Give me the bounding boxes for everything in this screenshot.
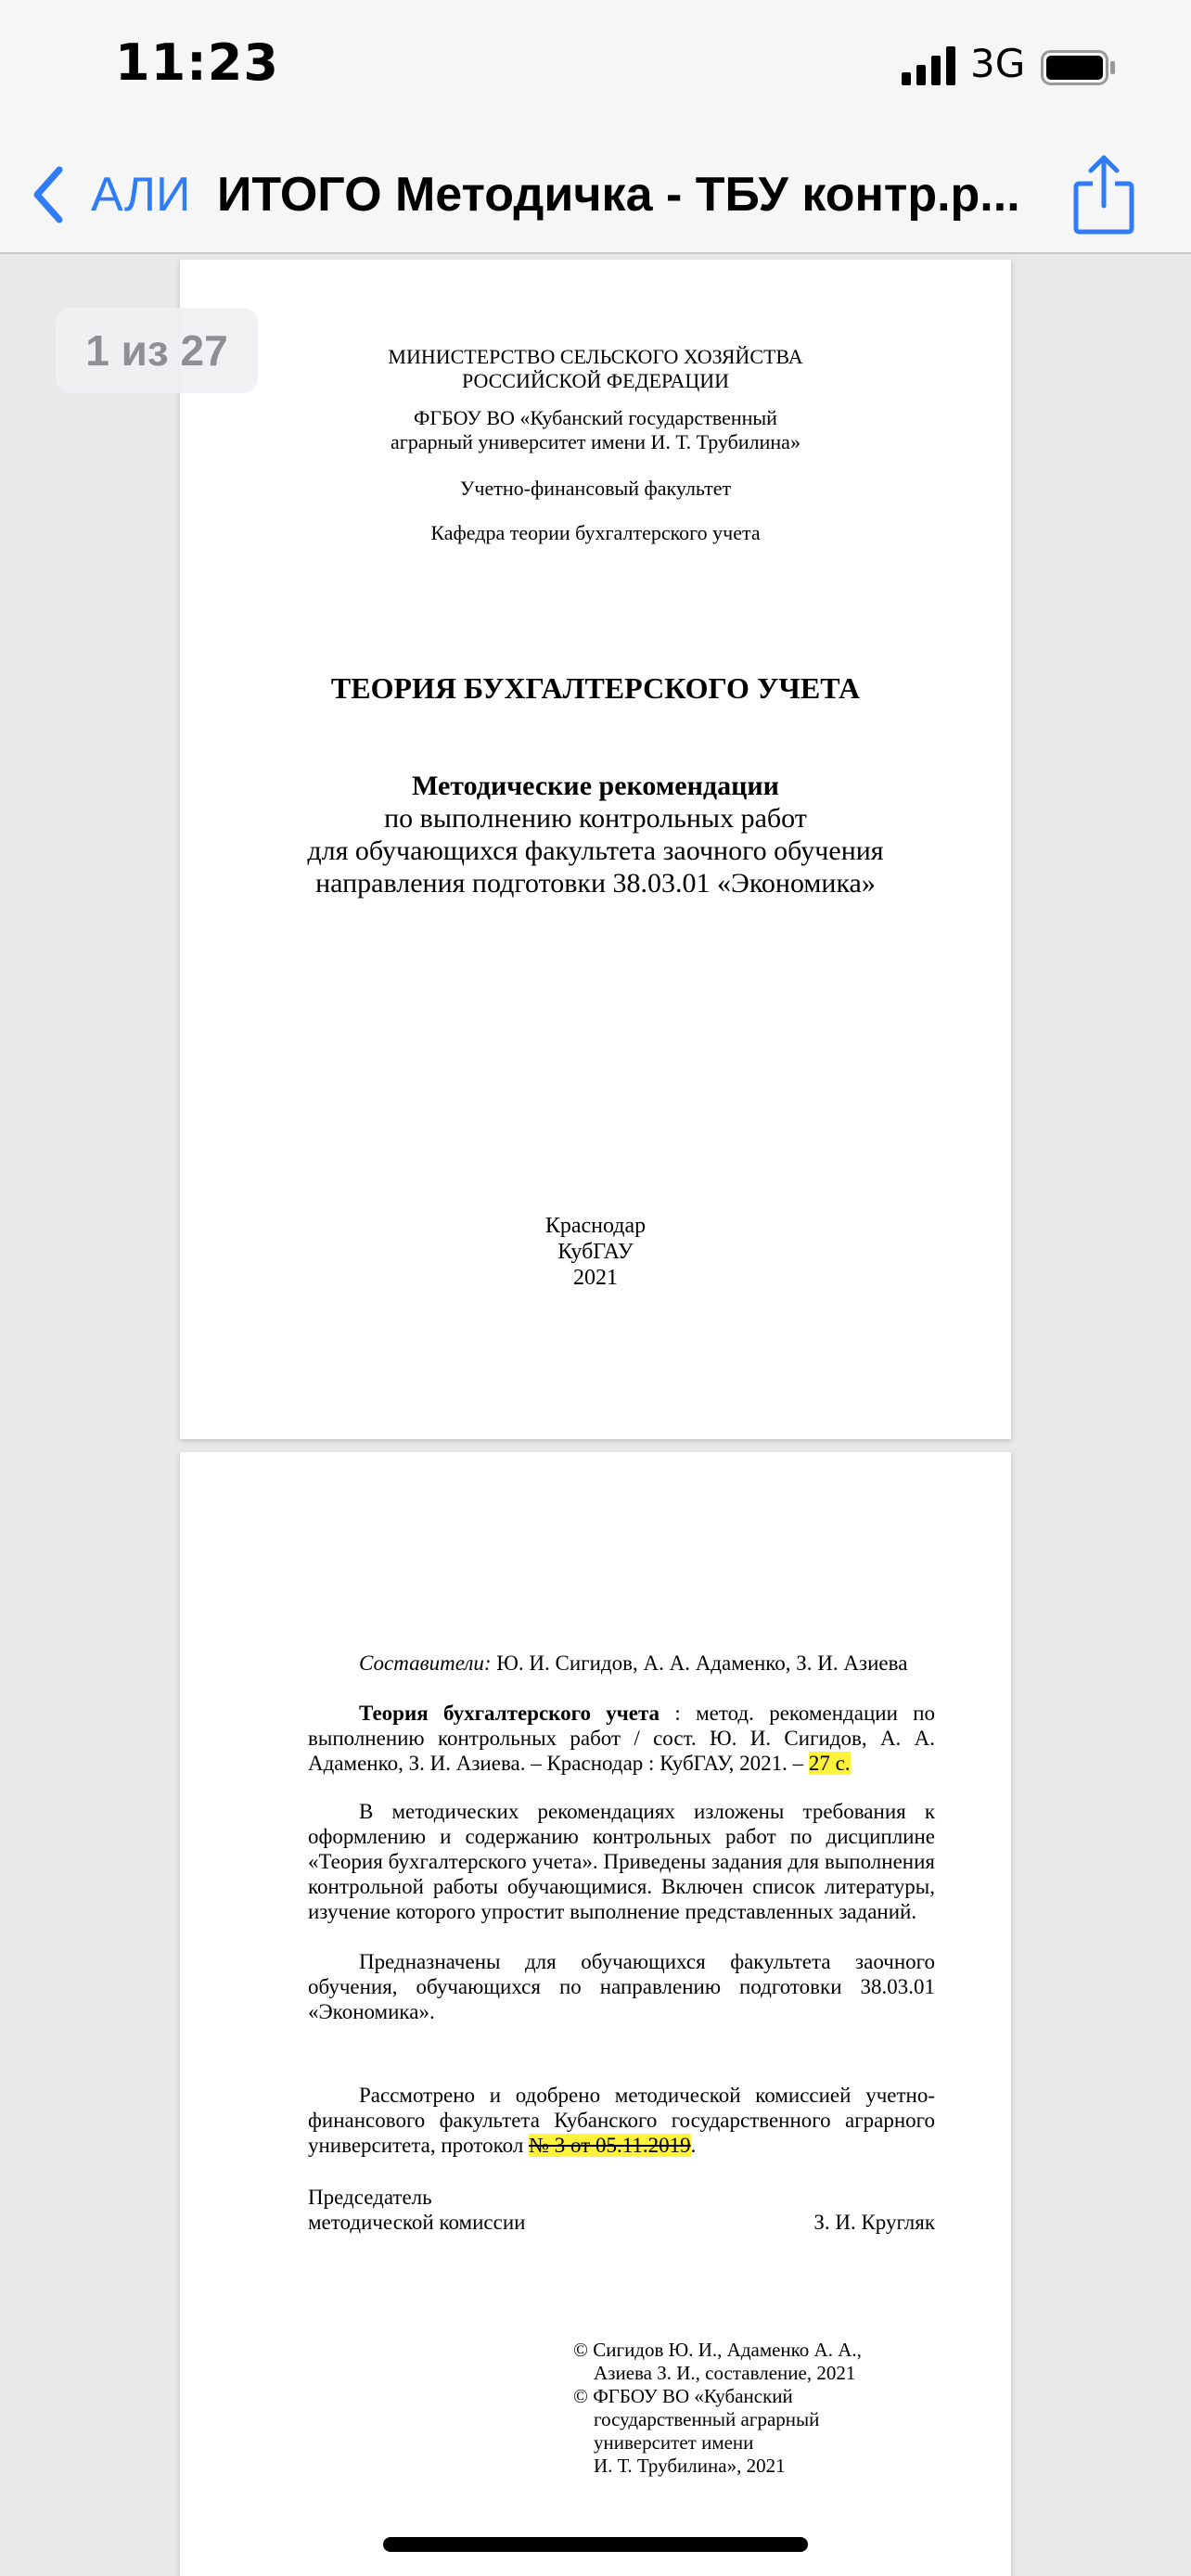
document-viewer[interactable] — [0, 254, 1191, 2576]
chevron-left-icon — [32, 166, 65, 223]
status-time: 11:23 — [115, 33, 279, 92]
signal-bars-icon — [902, 46, 957, 85]
pdf-page-1 — [180, 260, 1011, 1439]
page-indicator: 1 из 27 — [56, 308, 258, 393]
faculty-name: Учетно-финансовый факультет — [459, 477, 732, 500]
ministry-heading: МИНИСТЕРСТВО СЕЛЬСКОГО ХОЗЯЙСТВА РОССИЙСКОЙ ФЕДЕРАЦИИ — [388, 345, 803, 392]
home-indicator[interactable] — [383, 2537, 808, 2552]
share-icon[interactable] — [1070, 152, 1137, 236]
pdf-page-2 — [180, 1452, 1011, 2576]
department-name: Кафедра теории бухгалтерского учета — [430, 521, 761, 544]
subject-title: ТЕОРИЯ БУХГАЛТЕРСКОГО УЧЕТА — [330, 671, 861, 705]
status-bar — [0, 0, 1191, 139]
chairman-name: З. И. Кругляк — [813, 2211, 935, 2234]
highlighted-protocol: № 3 от 05.11.2019 — [529, 2134, 691, 2157]
back-label: АЛИ — [91, 168, 191, 222]
annotation-paragraph-1: В методических рекомендациях изложены требования к оформлению и содержанию контрольных работ по дисциплине «Теория бухгалтерского учета». Приведены задания для выполнения контрольной работы обучающимися. Включен список литературы, изучение которого упростит выполнение представленных заданий. — [308, 1800, 935, 1923]
bibliographic-record: Теория бухгалтерского учета : метод. рекомендации по выполнению контрольных работ / сост. Ю. И. Сигидов, А. А. Адаменко, З. И. Азиева. – Краснодар : КубГАУ, 2021. – 27 с. — [308, 1702, 936, 1775]
guidelines-block: Методические рекомендации по выполнению контрольных работ для обучающихся факультета заочного обучения направления подготовки 38.03.01 «Экономика» — [180, 770, 1011, 899]
chairman-title: Председатель методической комиссии — [308, 2186, 526, 2234]
copyright-block: © Сигидов Ю. И., Адаменко А. А., Азиева З. И., составление, 2021 © ФГБОУ ВО «Кубанский государственный аграрный университет имени И. Т. Трубилина», 2021 — [573, 2339, 862, 2477]
annotation-paragraph-2: Предназначены для обучающихся факультета заочного обучения, обучающихся по направлению подготовки 38.03.01 «Экономика». — [308, 1950, 935, 2023]
imprint-block: Краснодар КубГАУ 2021 — [544, 1214, 647, 1290]
network-type: 3G — [970, 41, 1026, 86]
guidelines-title: Методические рекомендации — [412, 771, 779, 801]
highlighted-page-count: 27 с. — [808, 1752, 851, 1775]
battery-icon — [1041, 50, 1117, 85]
university-name: ФГБОУ ВО «Кубанский государственный аграрный университет имени И. Т. Трубилина» — [391, 406, 800, 453]
back-button[interactable] — [32, 158, 190, 232]
compilers-line: Составители: Ю. И. Сигидов, А. А. Адаменко, З. И. Азиева — [359, 1651, 908, 1675]
document-title: ИТОГО Методичка - ТБУ контр.р... — [217, 168, 1020, 222]
approval-statement: Рассмотрено и одобрено методической комиссией учетно-финансового факультета Кубанского государственного аграрного университета, протокол № 3 от 05.11.2019. — [308, 2084, 935, 2157]
navigation-bar — [0, 139, 1191, 254]
